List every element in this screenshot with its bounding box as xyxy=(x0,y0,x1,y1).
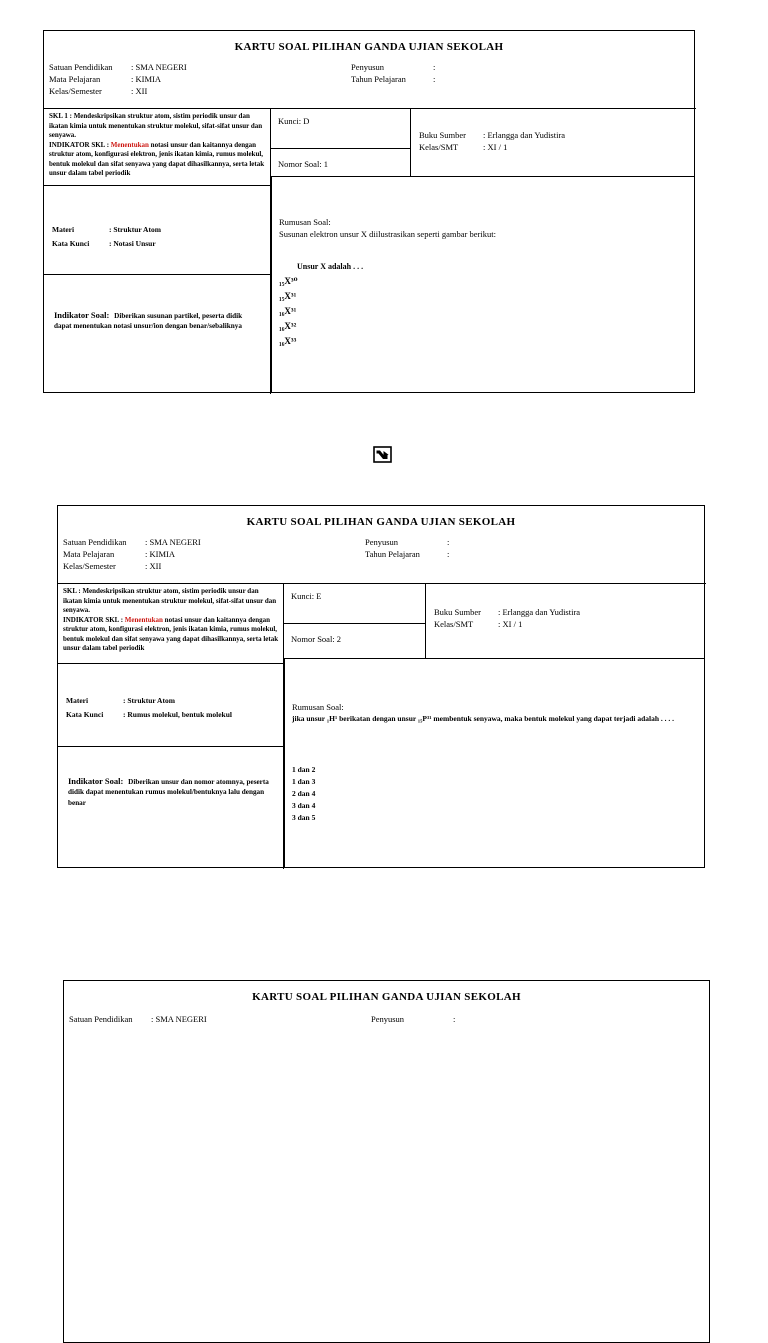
kelas-smt-label: Kelas/SMT xyxy=(419,142,459,153)
info-label: Kelas/Semester xyxy=(49,86,102,96)
info-label: Penyusun xyxy=(365,537,399,547)
indikator-soal-label: Indikator Soal: xyxy=(54,310,110,320)
nomor-soal-cell: Nomor Soal: 1 xyxy=(271,148,411,176)
materi-cell xyxy=(58,663,284,746)
info-row xyxy=(58,560,704,572)
info-label: Mata Pelajaran xyxy=(49,74,101,84)
buku-sumber-label: Buku Sumber xyxy=(434,607,481,617)
materi-label: Materi xyxy=(52,225,75,234)
rumusan-soal-cell xyxy=(284,658,704,867)
indikator-soal-cell xyxy=(44,274,271,394)
buku-sumber-value: : Erlangga dan Yudistira xyxy=(498,607,581,617)
card-title: KARTU SOAL PILIHAN GANDA UJIAN SEKOLAH xyxy=(234,41,504,53)
info-value: : KIMIA xyxy=(145,549,175,559)
info-value: : KIMIA xyxy=(131,74,161,84)
info-label: Satuan Pendidikan xyxy=(69,1014,133,1024)
buku-sumber-cell xyxy=(411,108,696,176)
info-label: Kelas/Semester xyxy=(63,561,116,571)
buku-sumber-row xyxy=(419,129,688,141)
kelas-smt-row xyxy=(419,141,688,153)
kata-kunci-value: : Rumus molekul, bentuk molekul xyxy=(123,710,232,719)
buku-sumber-cell xyxy=(426,583,706,658)
rumusan-soal-cell xyxy=(271,176,694,392)
kata-kunci-label: Kata Kunci xyxy=(66,710,104,719)
kata-kunci-row xyxy=(66,708,277,722)
info-value: : SMA NEGERI xyxy=(131,62,187,72)
question-card-1 xyxy=(43,30,695,393)
info-value: : xyxy=(433,74,436,84)
info-label: Penyusun xyxy=(351,62,385,72)
answer-option: 1 dan 3 xyxy=(292,777,316,787)
rumusan-soal-label: Rumusan Soal: xyxy=(279,217,331,227)
indikator-soal-text: Diberikan unsur dan nomor atomnya, peserta didik dapat menentukan rumus molekul/bentuknya lalu dengan benar xyxy=(68,778,269,807)
info-row xyxy=(44,73,694,85)
rumusan-soal-label: Rumusan Soal: xyxy=(292,702,344,712)
info-value: : SMA NEGERI xyxy=(151,1014,207,1024)
answer-option: 3 dan 4 xyxy=(292,801,316,811)
rumusan-soal-text: Susunan elektron unsur X diilustrasikan seperti gambar berikut: xyxy=(279,228,496,239)
info-label: Penyusun xyxy=(371,1014,405,1024)
info-value: : XII xyxy=(145,561,162,571)
materi-row xyxy=(52,223,264,237)
kunci-cell: Kunci: D xyxy=(271,108,411,148)
info-value: : XII xyxy=(131,86,148,96)
question-prompt: Unsur X adalah . . . xyxy=(297,261,364,271)
buku-sumber-row xyxy=(434,606,698,618)
indikator-soal-label: Indikator Soal: xyxy=(68,776,124,786)
answer-option: ₁₅X³⁰ xyxy=(279,275,298,286)
skl-cell xyxy=(58,583,284,663)
kelas-smt-value: : XI / 1 xyxy=(498,619,523,630)
info-row xyxy=(58,536,704,548)
indikator-skl-rest: notasi unsur dan kaitannya dengan struktur atom, konfigurasi elektron, jenis ikatan kimia, rumus molekul, bentuk molekul dan sifat senyawa yang dapat dihasilkannya, serta letak unsur dalam tabel periodik xyxy=(49,140,265,178)
info-label: Satuan Pendidikan xyxy=(63,537,127,547)
materi-value: : Struktur Atom xyxy=(123,696,175,705)
materi-label: Materi xyxy=(66,696,89,705)
card-title: KARTU SOAL PILIHAN GANDA UJIAN SEKOLAH xyxy=(252,991,521,1003)
object-anchor-icon xyxy=(373,446,392,463)
info-value: : xyxy=(447,537,450,547)
info-row xyxy=(64,1013,709,1025)
materi-value: : Struktur Atom xyxy=(109,225,161,234)
info-label: Satuan Pendidikan xyxy=(49,62,113,72)
info-value: : SMA NEGERI xyxy=(145,537,201,547)
info-row xyxy=(44,61,694,73)
indikator-skl-prefix: INDIKATOR SKL : xyxy=(49,140,111,149)
skl-text: SKL 1 : Mendeskripsikan struktur atom, sistim periodik unsur dan ikatan kimia untuk menentukan struktur molekul, sifat-sifat unsur dan senyawa. xyxy=(49,112,263,140)
answer-option: ₁₅X³¹ xyxy=(279,290,297,301)
skl-cell xyxy=(44,108,271,185)
info-value: : xyxy=(433,62,436,72)
kata-kunci-label: Kata Kunci xyxy=(52,239,90,248)
buku-sumber-value: : Erlangga dan Yudistira xyxy=(483,130,566,140)
answer-option: 1 dan 2 xyxy=(292,765,316,775)
question-card-3 xyxy=(63,980,710,1343)
indikator-skl-red-word: Menentukan xyxy=(110,140,149,149)
nomor-soal-cell: Nomor Soal: 2 xyxy=(284,623,426,658)
kata-kunci-value: : Notasi Unsur xyxy=(109,239,156,248)
info-label: Mata Pelajaran xyxy=(63,549,115,559)
card-title: KARTU SOAL PILIHAN GANDA UJIAN SEKOLAH xyxy=(246,516,516,528)
buku-sumber-label: Buku Sumber xyxy=(419,130,466,140)
answer-option: 2 dan 4 xyxy=(292,789,316,799)
question-card-2 xyxy=(57,505,705,868)
indikator-skl-rest: notasi unsur dan kaitannya dengan struktur atom, konfigurasi elektron, jenis ikatan kimia, rumus molekul, bentuk molekul dan sifat senyawa yang dapat dihasilkannya, serta letak unsur dalam tabel periodik xyxy=(63,615,279,653)
materi-row xyxy=(66,694,277,708)
indikator-skl-prefix: INDIKATOR SKL : xyxy=(63,615,125,624)
info-row xyxy=(44,85,694,97)
kata-kunci-row xyxy=(52,237,264,251)
info-value: : xyxy=(453,1014,456,1024)
kelas-smt-label: Kelas/SMT xyxy=(434,619,474,630)
indikator-skl-red-word: Menentukan xyxy=(124,615,163,624)
kunci-cell: Kunci: E xyxy=(284,583,426,623)
info-row xyxy=(58,548,704,560)
indikator-soal-text: Diberikan susunan partikel, peserta didik dapat menentukan notasi unsur/ion dengan benar/sebaliknya xyxy=(54,312,243,331)
answer-option: 3 dan 5 xyxy=(292,813,316,823)
kelas-smt-row xyxy=(434,618,698,630)
answer-option: ₁₆X³³ xyxy=(279,335,297,346)
materi-cell xyxy=(44,185,271,274)
info-value: : xyxy=(447,549,450,559)
skl-text: SKL : Mendeskripsikan struktur atom, sistim periodik unsur dan ikatan kimia untuk menentukan struktur molekul, sifat-sifat unsur dan senyawa. xyxy=(63,587,277,615)
info-label: Tahun Pelajaran xyxy=(351,74,406,84)
rumusan-soal-text: jika unsur ₁H¹ berikatan dengan unsur ₁₅P³¹ membentuk senyawa, maka bentuk molekul yang dapat terjadi adalah . . . . xyxy=(292,713,675,723)
info-label: Tahun Pelajaran xyxy=(365,549,420,559)
indikator-soal-cell xyxy=(58,746,284,869)
kelas-smt-value: : XI / 1 xyxy=(483,142,508,153)
answer-option: ₁₆X³¹ xyxy=(279,305,297,316)
answer-option: ₁₆X³² xyxy=(279,320,297,331)
